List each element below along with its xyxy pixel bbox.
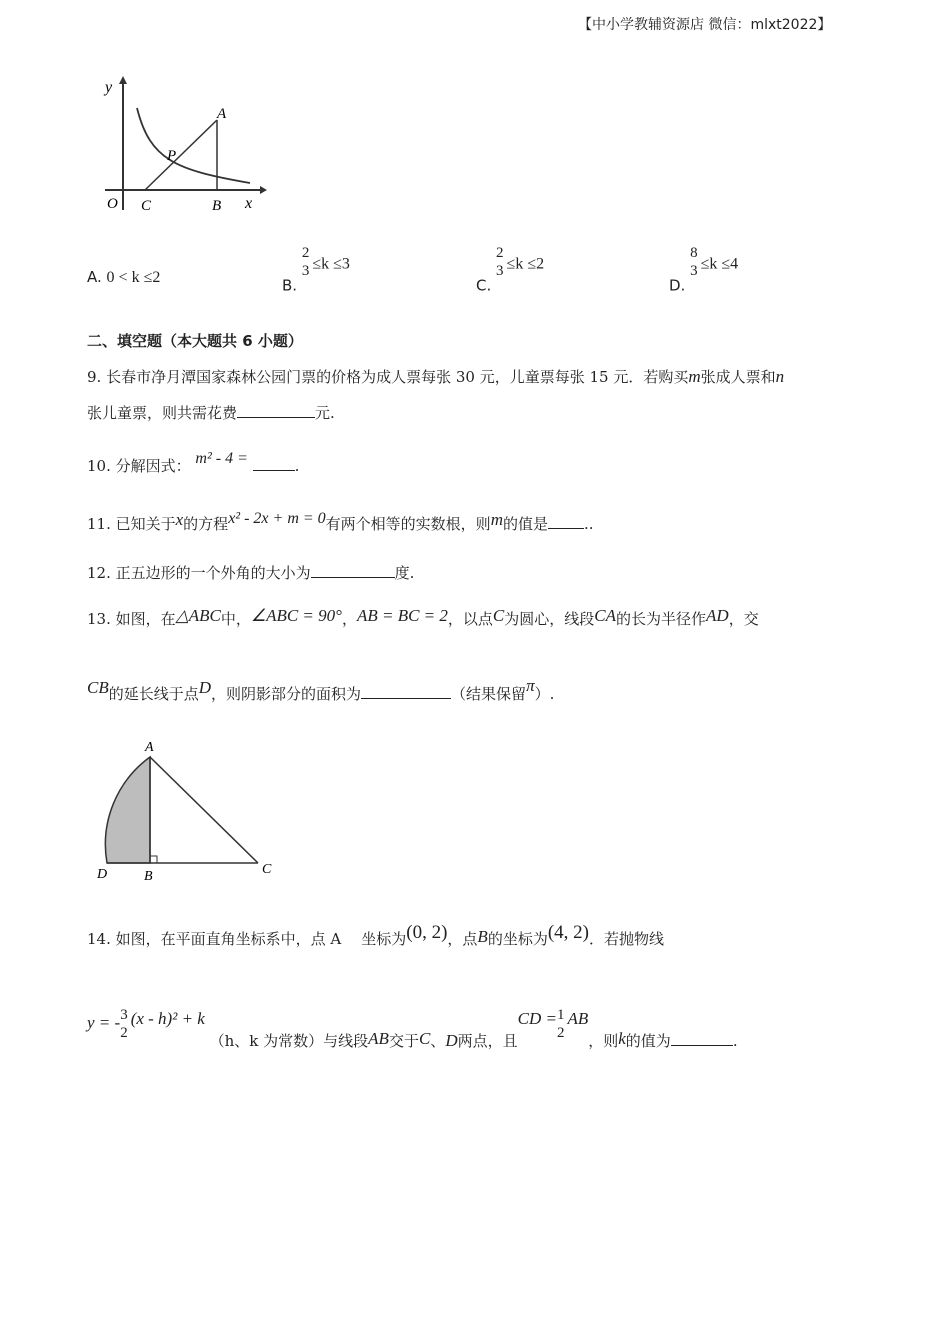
y-axis-label: y <box>105 79 113 96</box>
question-11: 11. 已知关于x的方程x² - 2x + m = 0有两个相等的实数根，则m的值是 .. <box>87 510 594 533</box>
question-9-line1: 9. 长春市净月潭国家森林公园门票的价格为成人票每张 30 元，儿童票每张 15 元．若购买m张成人票和n <box>87 367 785 386</box>
answer-blank-12 <box>311 563 395 578</box>
label-a: A <box>145 740 154 755</box>
section-title: 二、填空题（本大题共 6 小题） <box>87 332 303 350</box>
point-a-label: A <box>217 106 227 122</box>
origin-label: O <box>107 196 118 212</box>
question-10: 10. 分解因式： m² - 4 = . <box>87 450 300 475</box>
label-b: B <box>144 869 153 884</box>
question-14-line1: 14. 如图，在平面直角坐标系中，点 A 坐标为(0, 2)，点B的坐标为(4, 2)．若抛物线 <box>87 922 664 948</box>
question-9-line2: 张儿童票，则共需花费 元. <box>87 404 335 422</box>
sector-figure <box>92 735 282 885</box>
label-c: C <box>262 862 272 877</box>
answer-blank-14 <box>671 1031 733 1046</box>
question-13-line1: 13. 如图，在△ABC中，∠ABC = 90°，AB = BC = 2，以点C为圆心，线段CA的长为半径作AD，交 <box>87 606 759 628</box>
answer-blank-13 <box>361 684 451 699</box>
point-b-label: B <box>212 198 222 214</box>
option-b: B. 2 3 ≤k ≤3 <box>282 245 350 295</box>
answer-blank-9 <box>237 403 315 418</box>
question-14-line2: y = - 3 2 (x - h)² + k （h、k 为常数）与线段AB交于C、D两点，且CD = 1 2 AB，则k的值为 . <box>87 1007 738 1050</box>
option-a: A. 0 < k ≤2 <box>87 268 161 286</box>
point-c-label: C <box>141 198 152 214</box>
option-c: C. 2 3 ≤k ≤2 <box>476 245 545 295</box>
question-12: 12. 正五边形的一个外角的大小为 度. <box>87 564 415 582</box>
point-p-label: P <box>167 148 177 164</box>
option-d: D. 8 3 ≤k ≤4 <box>669 245 739 295</box>
question-13-line2: CB的延长线于点D，则阴影部分的面积为 （结果保留π）. <box>87 676 555 703</box>
answer-blank-10 <box>253 456 295 471</box>
x-axis-label: x <box>245 195 253 212</box>
answer-blank-11 <box>548 514 584 529</box>
hyperbola-figure <box>95 70 270 220</box>
page-header: 【中小学教辅资源店 微信：mlxt2022】 <box>578 17 832 33</box>
label-d: D <box>97 867 108 882</box>
